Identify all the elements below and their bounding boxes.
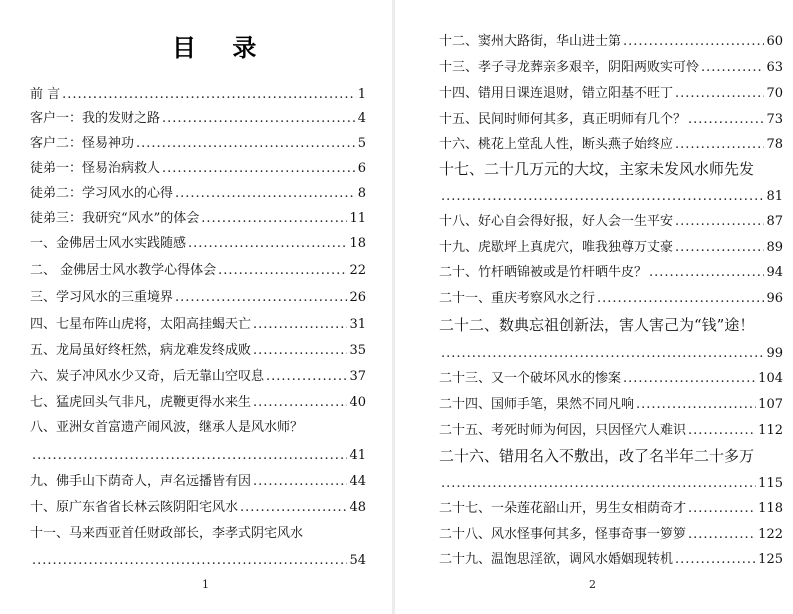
toc-entry-page: 22 — [349, 263, 366, 278]
toc-entry-page: 41 — [349, 448, 366, 463]
toc-entry — [439, 239, 783, 256]
leader-dots — [675, 239, 764, 256]
toc-entry — [439, 317, 783, 334]
toc-entry — [439, 161, 783, 178]
toc-entry — [439, 264, 783, 281]
toc-entry — [439, 526, 783, 543]
toc-entry-page: 31 — [349, 317, 366, 332]
toc-entry-label: 七、猛虎回头气非凡，虎鞭更得水来生 — [30, 395, 252, 410]
leader-dots — [175, 289, 347, 306]
leader-dots — [675, 213, 764, 230]
toc-entry-label: 二十一、重庆考察风水之行 — [439, 291, 596, 306]
toc-entry — [30, 185, 366, 202]
toc-entry — [30, 210, 366, 227]
toc-entry — [439, 213, 783, 230]
leader-dots — [218, 262, 347, 279]
leader-dots — [636, 396, 756, 413]
toc-entry-label: 六、炭子冲风水少又奇，后无靠山空叹息 — [30, 369, 265, 384]
toc-entry-label: 二十八、风水怪事何其多，怪事奇事一箩箩 — [439, 527, 687, 542]
toc-entry — [30, 160, 366, 177]
toc-entry — [439, 59, 783, 76]
toc-entry-label: 十四、错用日课连退财，错立阳基不旺丁 — [439, 86, 674, 101]
toc-entry-label: 十六、桃花上堂乱人性，断头燕子始终应 — [439, 137, 674, 152]
toc-entry — [30, 473, 366, 490]
toc-entry — [30, 235, 366, 252]
page-number: 1 — [202, 578, 209, 591]
toc-entry-page: 11 — [349, 211, 366, 226]
toc-entry-label: 徒弟二：学习风水的心得 — [30, 186, 174, 201]
toc-entry-page: 104 — [758, 371, 783, 386]
left-page — [0, 0, 390, 614]
leader-dots — [62, 86, 356, 103]
toc-entry-page: 37 — [349, 369, 366, 384]
toc-entry-page: 87 — [766, 214, 783, 229]
toc-entry-page: 6 — [357, 161, 366, 176]
toc-entry-page: 70 — [766, 86, 783, 101]
toc-entry-continuation — [30, 552, 366, 569]
leader-dots — [701, 59, 764, 76]
toc-entry-label: 客户一：我的发财之路 — [30, 111, 161, 126]
toc-entry — [30, 499, 366, 516]
leader-dots — [441, 475, 756, 492]
toc-entry — [439, 370, 783, 387]
toc-entry-label: 二十九、温饱思淫欲，调风水婚姻现转机 — [439, 552, 674, 567]
toc-entry — [439, 551, 783, 568]
toc-entry-label: 十二、窦州大路街，华山进士第 — [439, 34, 622, 49]
toc-entry-label: 二十七、一朵莲花韶山开，男生女相荫奇才 — [439, 501, 687, 516]
toc-entry-label: 二十四、国师手笔，果然不同凡响 — [439, 397, 635, 412]
toc-entry-page: 40 — [349, 395, 366, 410]
toc-entry-continuation — [439, 345, 783, 362]
toc-entry-page: 1 — [357, 87, 366, 102]
toc-entry-label: 八、亚洲女首富遗产闹风波，继承人是风水师？ — [30, 420, 304, 435]
toc-entry-page: 73 — [766, 112, 783, 127]
leader-dots — [597, 290, 764, 307]
toc-entry — [30, 86, 366, 103]
leader-dots — [688, 526, 756, 543]
toc-entry-label: 九、佛手山下荫奇人，声名远播皆有因 — [30, 474, 252, 489]
toc-entry — [439, 500, 783, 517]
leader-dots — [675, 85, 764, 102]
toc-entry — [439, 33, 783, 50]
right-page — [397, 0, 793, 614]
leader-dots — [162, 110, 356, 127]
toc-entry — [30, 289, 366, 306]
toc-entry — [30, 394, 366, 411]
toc-entry — [439, 396, 783, 413]
toc-entry-label: 二十二、数典忘祖创新法，害人害己为“钱”途！ — [439, 316, 755, 334]
toc-entry-page: 5 — [357, 136, 366, 151]
toc-entry-label: 二十五、考死时师为何因，只因怪穴人难识 — [439, 423, 687, 438]
leader-dots — [253, 316, 347, 333]
toc-entry — [439, 448, 783, 465]
toc-entry-page: 26 — [349, 290, 366, 305]
toc-entry — [30, 135, 366, 152]
toc-entry-continuation — [439, 475, 783, 492]
toc-entry — [439, 111, 783, 128]
toc-entry-page: 89 — [766, 240, 783, 255]
page-number: 2 — [589, 578, 596, 591]
toc-entry — [30, 110, 366, 127]
toc-entry-page: 125 — [758, 552, 783, 567]
toc-entry — [439, 85, 783, 102]
toc-entry-page: 118 — [758, 501, 783, 516]
toc-entry — [30, 342, 366, 359]
toc-entry-page: 78 — [766, 137, 783, 152]
toc-entry-label: 十、原广东省省长林云陔阴阳宅风水 — [30, 500, 239, 515]
leader-dots — [253, 394, 347, 411]
toc-entry — [30, 419, 366, 436]
leader-dots — [266, 368, 347, 385]
leader-dots — [675, 551, 756, 568]
leader-dots — [162, 160, 356, 177]
toc-entry-page: 99 — [766, 346, 783, 361]
leader-dots — [32, 447, 347, 464]
toc-entry-page: 18 — [349, 236, 366, 251]
toc-entry-page: 63 — [766, 60, 783, 75]
page-title: 目 录 — [172, 33, 271, 62]
leader-dots — [441, 345, 764, 362]
leader-dots — [441, 188, 764, 205]
toc-entry — [30, 368, 366, 385]
toc-entry-label: 三、学习风水的三重境界 — [30, 290, 174, 305]
toc-entry-page: 94 — [766, 265, 783, 280]
toc-entry — [439, 136, 783, 153]
toc-entry-page: 115 — [758, 476, 783, 491]
leader-dots — [688, 422, 756, 439]
leader-dots — [675, 136, 764, 153]
toc-entry-label: 十一、马来西亚首任财政部长，李孝式阴宅风水 — [30, 526, 304, 541]
toc-entry-label: 十八、好心自会得好报，好人会一生平安 — [439, 214, 674, 229]
toc-entry-page: 112 — [758, 423, 783, 438]
toc-entry — [30, 525, 366, 542]
toc-entry-label: 徒弟三：我研究“风水”的体会 — [30, 211, 200, 226]
leader-dots — [623, 33, 764, 50]
toc-entry — [30, 316, 366, 333]
toc-entry-page: 54 — [349, 553, 366, 568]
toc-entry-page: 35 — [349, 343, 366, 358]
leader-dots — [688, 500, 756, 517]
toc-entry — [30, 262, 366, 279]
toc-entry-page: 122 — [758, 527, 783, 542]
leader-dots — [240, 499, 347, 516]
toc-entry-page: 107 — [758, 397, 783, 412]
toc-entry-label: 二十、竹杆晒锦被或是竹杆晒牛皮？ — [439, 265, 648, 280]
toc-entry-label: 前 言 — [30, 87, 61, 102]
toc-entry-label: 四、七星布阵山虎将，太阳高挂蝎天亡 — [30, 317, 252, 332]
toc-entry-page: 8 — [357, 186, 366, 201]
book-gutter — [392, 0, 395, 614]
leader-dots — [649, 264, 764, 281]
toc-entry-label: 二十六、错用名入不敷出，改了名半年二十多万 — [439, 447, 755, 465]
leader-dots — [623, 370, 756, 387]
toc-entry-page: 96 — [766, 291, 783, 306]
leader-dots — [175, 185, 356, 202]
toc-entry-page: 44 — [349, 474, 366, 489]
leader-dots — [253, 473, 347, 490]
toc-entry-label: 十五、民间时师何其多，真正明师有几个？ — [439, 112, 687, 127]
toc-entry-continuation — [439, 188, 783, 205]
toc-entry-page: 81 — [766, 189, 783, 204]
leader-dots — [688, 111, 764, 128]
toc-entry-label: 十七、二十几万元的大坟，主家未发风水师先发 — [439, 160, 755, 178]
toc-entry-label: 徒弟一：怪易治病救人 — [30, 161, 161, 176]
toc-entry-label: 客户二：怪易神功 — [30, 136, 135, 151]
leader-dots — [253, 342, 347, 359]
toc-entry-label: 十九、虎歇坪上真虎穴，唯我独尊万丈豪 — [439, 240, 674, 255]
toc-entry-label: 二十三、又一个破坏风水的惨案 — [439, 371, 622, 386]
toc-entry-label: 十三、孝子寻龙葬亲多艰辛，阴阳两败实可怜 — [439, 60, 700, 75]
toc-entry — [439, 422, 783, 439]
leader-dots — [201, 210, 347, 227]
toc-entry-page: 4 — [357, 111, 366, 126]
leader-dots — [32, 552, 347, 569]
toc-entry-label: 五、龙局虽好终枉然，病龙难发终成败 — [30, 343, 252, 358]
toc-entry-page: 60 — [766, 34, 783, 49]
toc-entry-continuation — [30, 447, 366, 464]
toc-entry — [439, 290, 783, 307]
toc-entry-page: 48 — [349, 500, 366, 515]
toc-entry-label: 二、 金佛居士风水教学心得体会 — [30, 263, 217, 278]
leader-dots — [188, 235, 347, 252]
leader-dots — [136, 135, 356, 152]
toc-entry-label: 一、金佛居士风水实践随感 — [30, 236, 187, 251]
